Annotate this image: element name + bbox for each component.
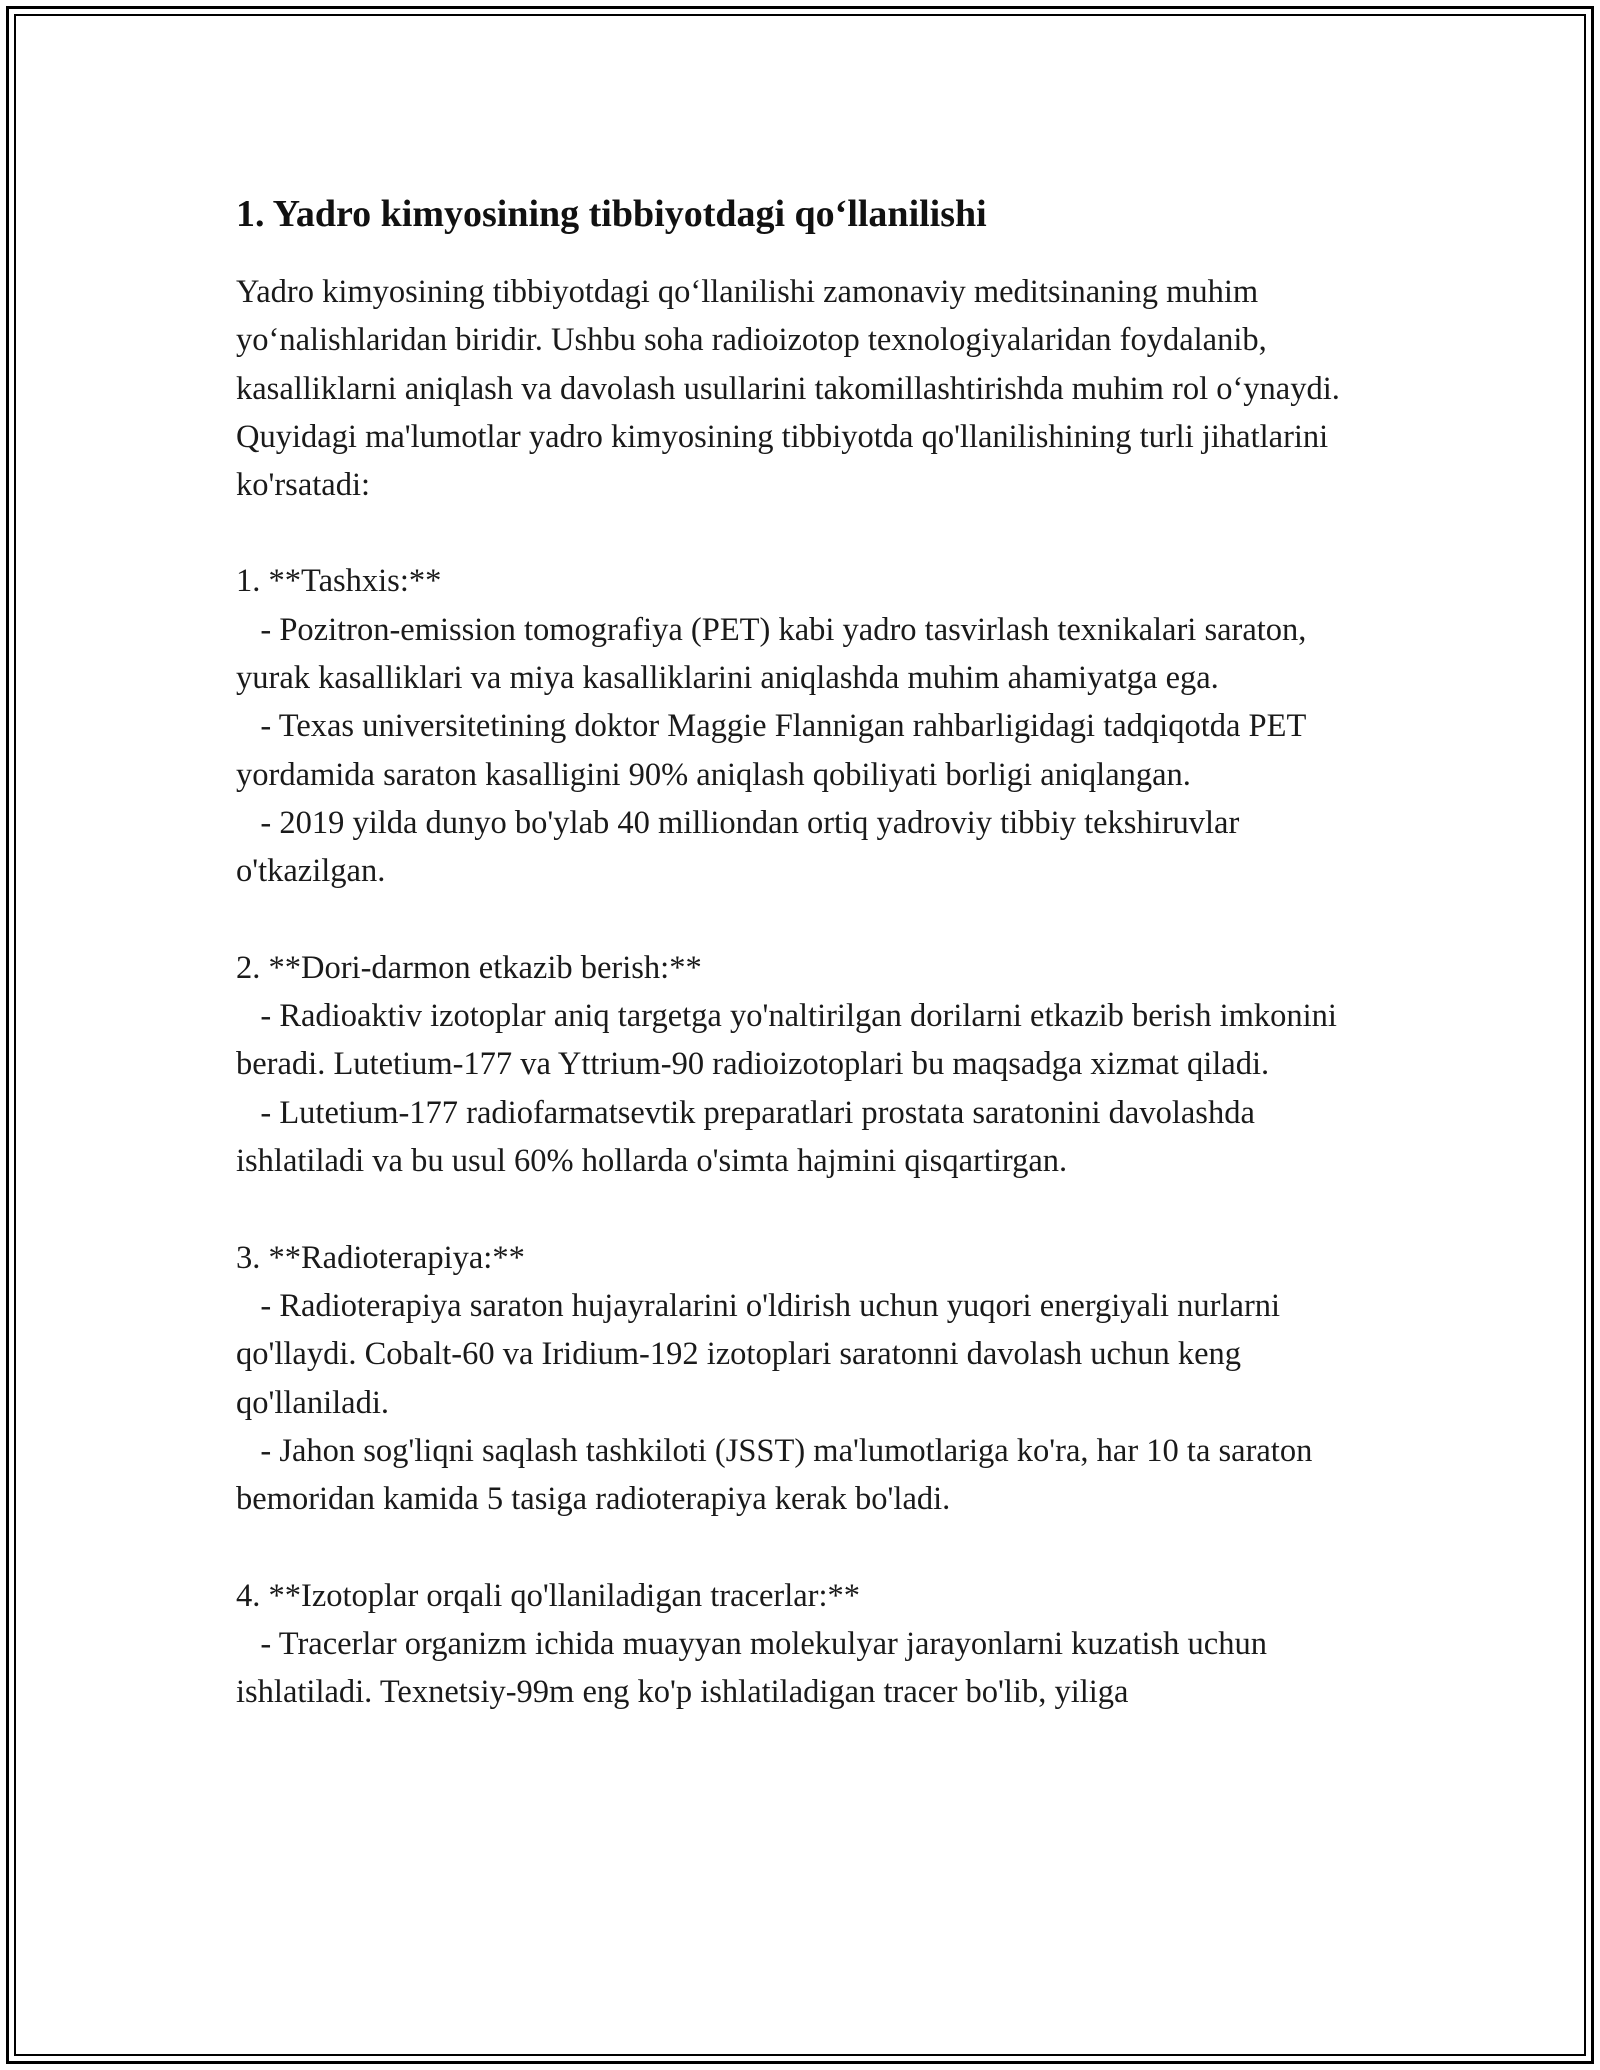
intro-paragraph: Yadro kimyosining tibbiyotdagi qo‘llanilishi zamonaviy meditsinaning muhim yo‘nalishlaridan biridir. Ushbu soha radioizotop texnologiyalaridan foydalanib, kasalliklarni aniqlash va davolash usullarini takomillashtirishda muhim rol o‘ynaydi. Quyidagi ma'lumotlar yadro kimyosining tibbiyotda qo'llanilishining turli jihatlarini ko'rsatadi:: [236, 274, 1340, 504]
section-heading: 1. Yadro kimyosining tibbiyotdagi qo‘llanilishi: [236, 193, 987, 235]
body-text: 1. **Tashxis:** - Pozitron-emission tomografiya (PET) kabi yadro tasvirlash texnikalari saraton, yurak kasalliklari va miya kasalliklarini aniqlashda muhim ahamiyatga ega. - Texas universitetining doktor Maggie Flannigan rahbarligidagi tadqiqotda PET yordamida saraton kasalligini 90% aniqlash qobiliyati borligi aniqlangan. - 2019 yilda dunyo bo'ylab 40 milliondan ortiq yadroviy tibbiy tekshiruvlar o'tkazilgan. 2. **Dori-darmon etkazib berish:** - Radioaktiv izotoplar aniq targetga yo'naltirilgan dorilarni etkazib berish imkonini beradi. Lutetium-177 va Yttrium-90 radioizotoplari bu maqsadga xizmat qiladi. - Lutetium-177 radiofarmatsevtik preparatlari prostata saratonini davolashda ishlatiladi va bu usul 60% hollarda o'simta hajmini qisqartirgan. 3. **Radioterapiya:** - Radioterapiya saraton hujayralarini o'ldirish uchun yuqori energiyali nurlarni qo'llaydi. Cobalt-60 va Iridium-192 izotoplari saratonni davolash uchun keng qo'llaniladi. - Jahon sog'liqni saqlash tashkiloti (JSST) ma'lumotlariga ko'ra, har 10 ta saraton bemoridan kamida 5 tasiga radioterapiya kerak bo'ladi. 4. **Izotoplar orqali qo'llaniladigan tracerlar:** - Tracerlar organizm ichida muayyan molekulyar jarayonlarni kuzatish uchun ishlatiladi. Texnetsiy-99m eng ko'p ishlatiladigan tracer bo'lib, yiliga: [236, 563, 1337, 1711]
document-content: [236, 184, 1366, 1717]
